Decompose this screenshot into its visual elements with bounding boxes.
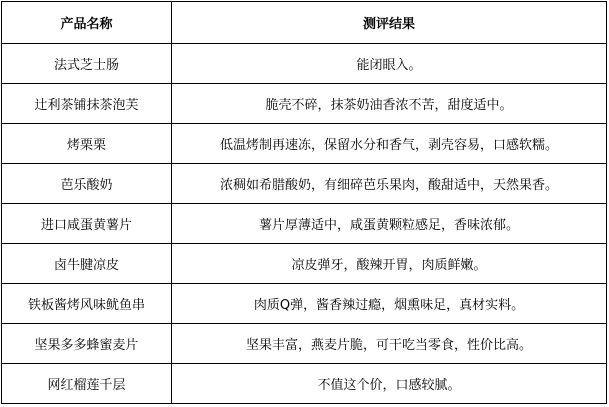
product-name-cell: 辻利茶铺抹茶泡芙 <box>2 84 172 124</box>
table-row <box>2 124 607 164</box>
table-row <box>2 44 607 84</box>
table-row <box>2 364 607 404</box>
product-name-cell: 铁板酱烤风味鱿鱼串 <box>2 284 172 324</box>
review-result-cell: 低温烤制再速冻，保留水分和香气，剥壳容易，口感软糯。 <box>172 124 607 164</box>
review-result-cell: 脆壳不碎，抹茶奶油香浓不苦，甜度适中。 <box>172 84 607 124</box>
table-row <box>2 204 607 244</box>
table-row <box>2 164 607 204</box>
product-name-cell: 卤牛腱凉皮 <box>2 244 172 284</box>
review-result-cell: 薯片厚薄适中，咸蛋黄颗粒感足，香味浓郁。 <box>172 204 607 244</box>
product-name-cell: 烤栗栗 <box>2 124 172 164</box>
review-result-cell: 坚果丰富，燕麦片脆，可干吃当零食，性价比高。 <box>172 324 607 364</box>
review-result-cell: 浓稠如希腊酸奶，有细碎芭乐果肉，酸甜适中，天然果香。 <box>172 164 607 204</box>
table-row <box>2 244 607 284</box>
table-row <box>2 84 607 124</box>
product-review-table <box>1 1 607 404</box>
product-name-cell: 芭乐酸奶 <box>2 164 172 204</box>
review-result-cell: 不值这个价，口感较腻。 <box>172 364 607 404</box>
product-name-cell: 进口咸蛋黄薯片 <box>2 204 172 244</box>
table-header-row <box>2 2 607 44</box>
product-name-cell: 网红榴莲千层 <box>2 364 172 404</box>
review-result-cell: 能闭眼入。 <box>172 44 607 84</box>
review-result-cell: 肉质Q弹，酱香辣过瘾，烟熏味足，真材实料。 <box>172 284 607 324</box>
header-product-name: 产品名称 <box>2 2 172 44</box>
table-row <box>2 324 607 364</box>
header-review-result: 测评结果 <box>172 2 607 44</box>
table-row <box>2 284 607 324</box>
product-name-cell: 法式芝士肠 <box>2 44 172 84</box>
product-name-cell: 坚果多多蜂蜜麦片 <box>2 324 172 364</box>
review-result-cell: 凉皮弹牙，酸辣开胃，肉质鲜嫩。 <box>172 244 607 284</box>
